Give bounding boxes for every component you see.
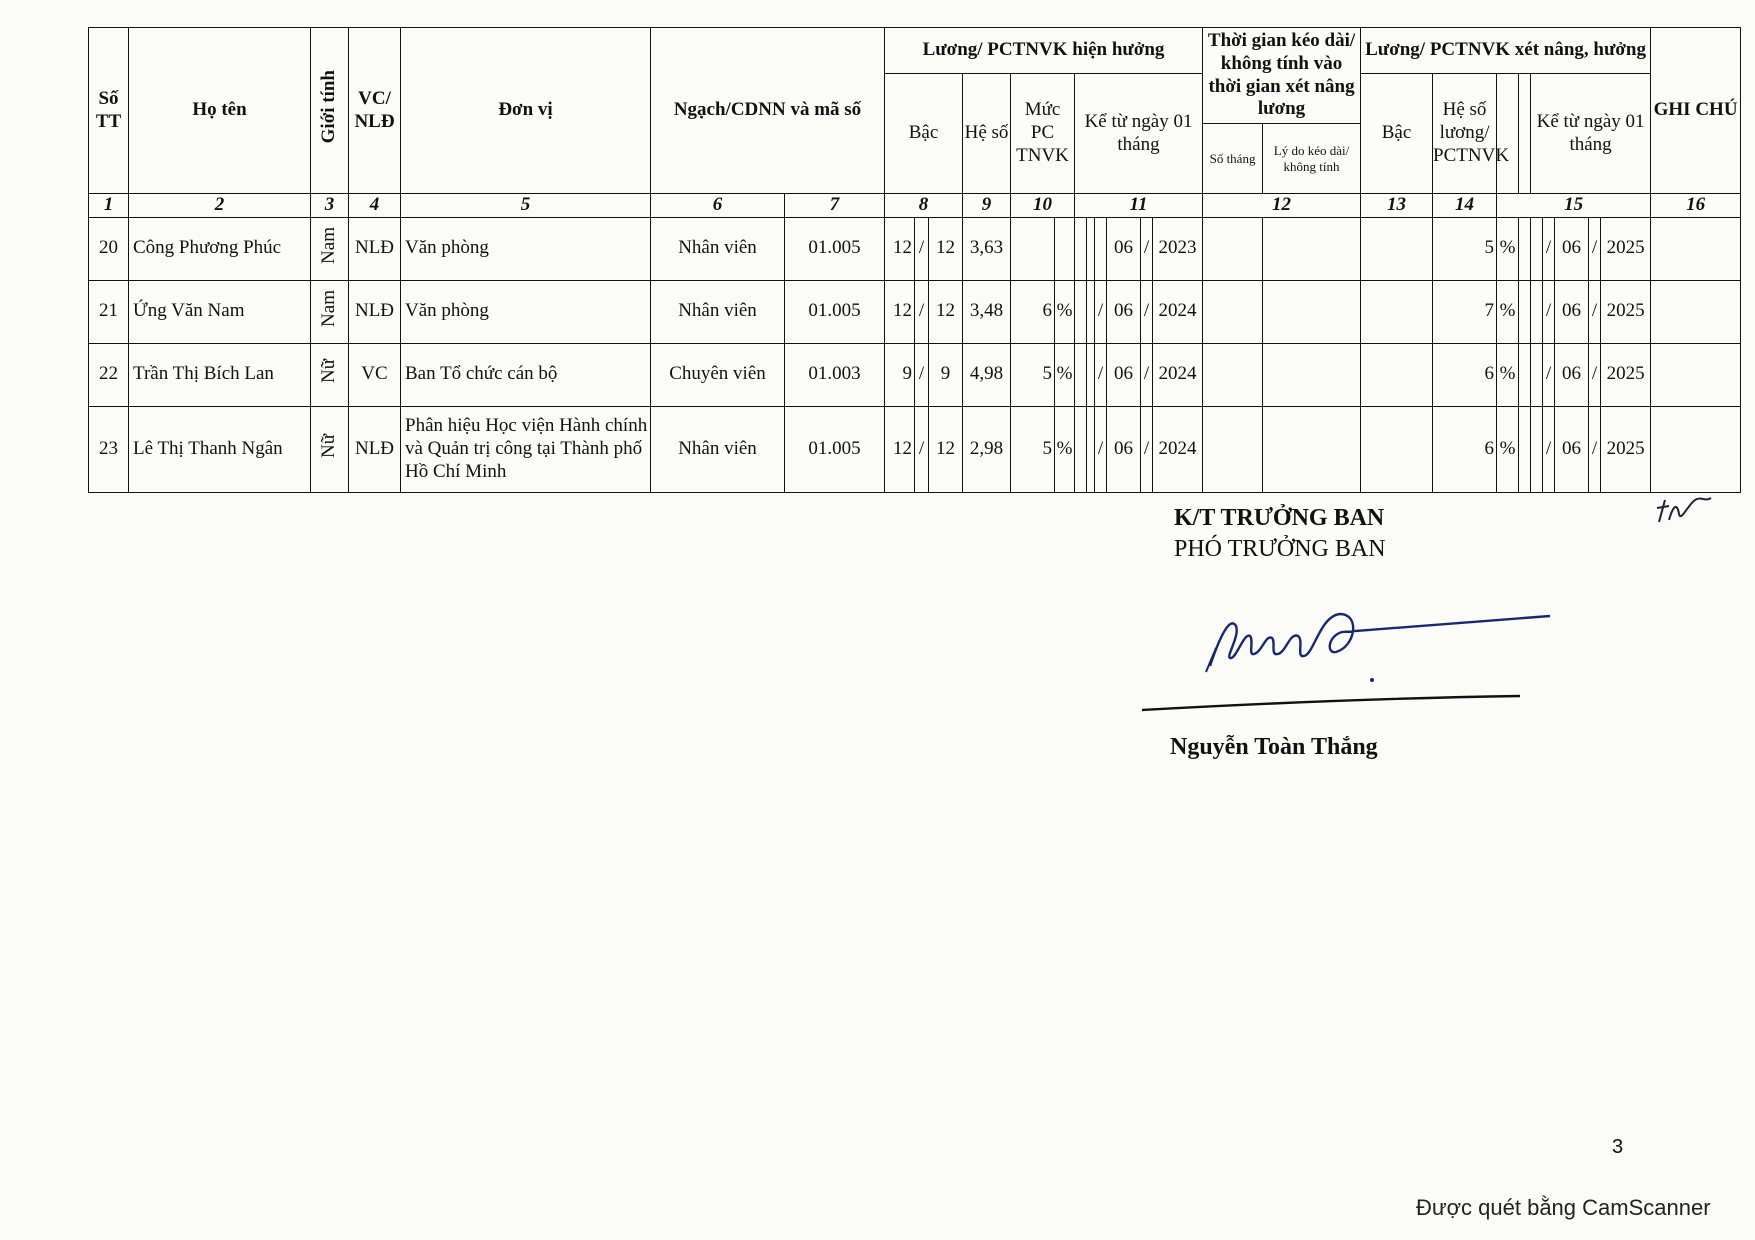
cell-slash: / [1589,217,1601,280]
cell-gender: Nữ [311,406,349,492]
cell-code: 01.003 [785,343,885,406]
cell-slash: / [915,343,929,406]
scanner-watermark: Được quét bằng CamScanner [1416,1195,1711,1220]
header-bac: Bậc [885,74,963,194]
cell-slash: / [1095,406,1107,492]
col-index: 3 [311,194,349,218]
cell-name: Ứng Văn Nam [129,280,311,343]
cell-new-pc: 7 [1433,280,1497,343]
cell-type: VC [349,343,401,406]
cell-slash: / [1589,343,1601,406]
cell-type: NLĐ [349,280,401,343]
cell-he-so: 3,48 [963,280,1011,343]
cell-bac: 12 [885,217,915,280]
header-ly-do: Lý do kéo dài/ không tính [1263,124,1361,194]
cell-code: 01.005 [785,406,885,492]
cell-new-month: 06 [1555,280,1589,343]
col-index: 5 [401,194,651,218]
cell-year: 2024 [1153,280,1203,343]
cell-unit: Văn phòng [401,280,651,343]
cell-pc: 6 [1011,280,1055,343]
cell-bac-max: 12 [929,280,963,343]
col-index: 11 [1075,194,1203,218]
cell-month: 06 [1107,217,1141,280]
cell-new-month: 06 [1555,217,1589,280]
cell-he-so: 3,63 [963,217,1011,280]
cell-year: 2023 [1153,217,1203,280]
cell-type: NLĐ [349,217,401,280]
header-so-thang: Số tháng [1203,124,1263,194]
cell-slash: / [1543,343,1555,406]
cell-slash: / [1141,406,1153,492]
cell-pct: % [1055,406,1075,492]
cell-slash: / [1141,343,1153,406]
cell-year: 2024 [1153,343,1203,406]
col-index: 16 [1651,194,1741,218]
cell-new-pct: % [1497,280,1519,343]
col-index: 4 [349,194,401,218]
cell-gender: Nữ [311,343,349,406]
cell-new-year: 2025 [1601,280,1651,343]
header-bac-2: Bậc [1361,74,1433,194]
cell-slash: / [1095,280,1107,343]
cell-code: 01.005 [785,280,885,343]
cell-bac-max: 9 [929,343,963,406]
col-index: 7 [785,194,885,218]
header-vc-nld: VC/ NLĐ [349,28,401,194]
header-thoi-gian-keo-dai: Thời gian kéo dài/ không tính vào thời gian xét nâng lương [1203,28,1361,124]
cell-slash: / [1543,406,1555,492]
cell-pc: 5 [1011,406,1055,492]
col-index: 13 [1361,194,1433,218]
cell-pct [1055,217,1075,280]
cell-new-year: 2025 [1601,217,1651,280]
cell-pc: 5 [1011,343,1055,406]
cell-bac-max: 12 [929,217,963,280]
table-row [89,217,1741,280]
cell-he-so: 2,98 [963,406,1011,492]
signer-title: K/T TRƯỞNG BAN [1174,505,1385,531]
cell-name: Trần Thị Bích Lan [129,343,311,406]
cell-type: NLĐ [349,406,401,492]
cell-new-pct: % [1497,217,1519,280]
cell-slash: / [1141,280,1153,343]
cell-gender: Nam [311,217,349,280]
header-he-so-2: Hệ số lương/ PCTNVK [1433,74,1497,194]
cell-new-pct: % [1497,343,1519,406]
cell-code: 01.005 [785,217,885,280]
col-index: 10 [1011,194,1075,218]
header-stt: Số TT [89,28,129,194]
cell-pct: % [1055,280,1075,343]
cell-new-pc: 5 [1433,217,1497,280]
cell-slash: / [1543,217,1555,280]
cell-month: 06 [1107,406,1141,492]
cell-pct: % [1055,343,1075,406]
table-row [89,406,1741,492]
header-muc-pc: Mức PC TNVK [1011,74,1075,194]
cell-bac: 12 [885,406,915,492]
cell-stt: 23 [89,406,129,492]
header-luong-xet-nang: Lương/ PCTNVK xét nâng, hưởng [1361,28,1651,74]
col-index: 1 [89,194,129,218]
cell-new-month: 06 [1555,343,1589,406]
cell-rank: Nhân viên [651,280,785,343]
col-index: 2 [129,194,311,218]
col-index: 12 [1203,194,1361,218]
cell-name: Lê Thị Thanh Ngân [129,406,311,492]
header-ke-tu-ngay: Kể từ ngày 01 tháng [1075,74,1203,194]
col-index: 6 [651,194,785,218]
cell-new-pc: 6 [1433,406,1497,492]
table-row [89,280,1741,343]
cell-rank: Chuyên viên [651,343,785,406]
header-ghi-chu: GHI CHÚ [1651,28,1741,194]
signer-name: Nguyễn Toàn Thắng [1170,734,1378,760]
header-don-vi: Đơn vị [401,28,651,194]
cell-month: 06 [1107,280,1141,343]
cell-name: Công Phương Phúc [129,217,311,280]
initials-mark [1655,492,1715,532]
cell-bac: 12 [885,280,915,343]
cell-gender: Nam [311,280,349,343]
cell-unit: Phân hiệu Học viện Hành chính và Quản trị công tại Thành phố Hồ Chí Minh [401,406,651,492]
cell-stt: 21 [89,280,129,343]
cell-slash: / [1589,406,1601,492]
cell-slash: / [1095,343,1107,406]
cell-rank: Nhân viên [651,217,785,280]
header-ke-tu-ngay-2: Kể từ ngày 01 tháng [1531,74,1651,194]
cell-new-pc: 6 [1433,343,1497,406]
col-index: 14 [1433,194,1497,218]
col-index: 9 [963,194,1011,218]
cell-slash: / [915,280,929,343]
cell-month: 06 [1107,343,1141,406]
cell-he-so: 4,98 [963,343,1011,406]
cell-new-year: 2025 [1601,406,1651,492]
cell-unit: Văn phòng [401,217,651,280]
cell-slash: / [1141,217,1153,280]
cell-slash: / [915,406,929,492]
cell-year: 2024 [1153,406,1203,492]
page-number: 3 [1612,1136,1624,1158]
cell-new-pct: % [1497,406,1519,492]
salary-table [88,27,1741,493]
cell-slash: / [1589,280,1601,343]
cell-pc [1011,217,1055,280]
header-ngach: Ngạch/CDNN và mã số [651,28,885,194]
cell-new-month: 06 [1555,406,1589,492]
header-ho-ten: Họ tên [129,28,311,194]
header-luong-hien-huong: Lương/ PCTNVK hiện hưởng [885,28,1203,74]
cell-unit: Ban Tổ chức cán bộ [401,343,651,406]
cell-new-year: 2025 [1601,343,1651,406]
cell-rank: Nhân viên [651,406,785,492]
cell-bac: 9 [885,343,915,406]
header-he-so: Hệ số [963,74,1011,194]
cell-stt: 20 [89,217,129,280]
cell-stt: 22 [89,343,129,406]
table-row [89,343,1741,406]
signature-scrawl [1130,596,1570,716]
col-index: 8 [885,194,963,218]
cell-slash: / [1543,280,1555,343]
cell-slash: / [915,217,929,280]
signer-subtitle: PHÓ TRƯỞNG BAN [1174,536,1386,562]
header-gioi-tinh: Giới tính [311,28,349,194]
cell-bac-max: 12 [929,406,963,492]
col-index: 15 [1497,194,1651,218]
